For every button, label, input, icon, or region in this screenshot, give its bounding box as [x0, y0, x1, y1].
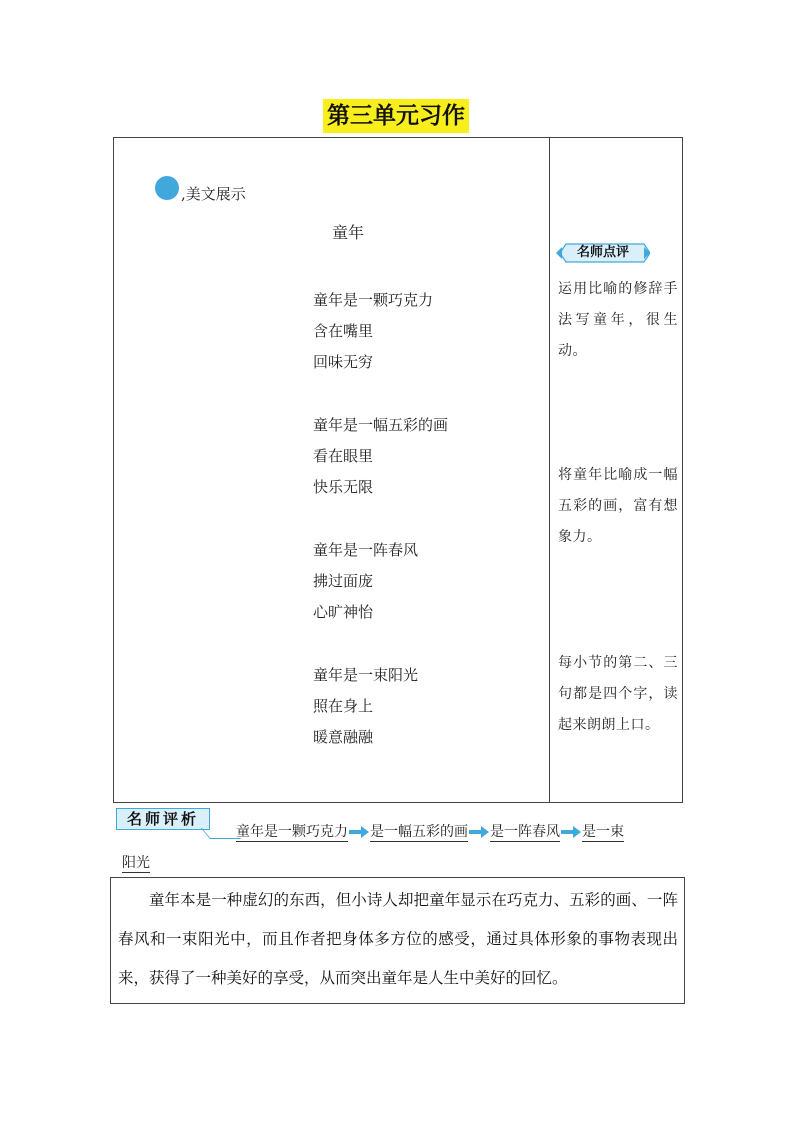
section-number-badge — [155, 176, 179, 200]
poem-title: 童年 — [332, 223, 365, 242]
poem-line: 童年是一阵春风 — [313, 541, 419, 559]
tag-underline-decoration — [201, 828, 241, 839]
flow-step: 是一束 — [582, 823, 624, 840]
poem-line: 心旷神怡 — [313, 603, 374, 621]
poem-line: 含在嘴里 — [313, 322, 374, 340]
poem-line: 童年是一颗巧克力 — [313, 291, 434, 309]
teacher-comment-tag — [556, 242, 650, 264]
arrow-right-icon — [469, 826, 489, 838]
arrow-right-icon — [561, 826, 581, 838]
teacher-comment: 每小节的第二、三句都是四个字，读起来朗朗上口。 — [558, 655, 678, 733]
teacher-analysis-tag-label: 名师评析 — [116, 808, 210, 830]
flow-step: 是一阵春风 — [490, 823, 560, 840]
teacher-analysis-tag — [116, 808, 236, 838]
poem-line: 照在身上 — [313, 697, 374, 715]
section-label — [181, 185, 246, 203]
section-label-text: 美文展示 — [185, 185, 246, 203]
flow-step: 是一幅五彩的画 — [370, 823, 468, 840]
analysis-flow — [236, 822, 624, 842]
flow-step: 童年是一颗巧克力 — [236, 823, 348, 840]
poem-line: 暖意融融 — [313, 728, 374, 746]
arrow-right-icon — [349, 826, 369, 838]
poem-line: 看在眼里 — [313, 447, 374, 465]
poem-line: 回味无穷 — [313, 353, 374, 371]
section-prefix: , — [181, 185, 186, 203]
teacher-comment-tag-label: 名师点评 — [576, 245, 629, 260]
teacher-comment: 运用比喻的修辞手法写童年，很生动。 — [558, 281, 678, 359]
poem-line: 快乐无限 — [313, 478, 374, 496]
poem-line: 拂过面庞 — [313, 572, 374, 590]
poem-line: 童年是一幅五彩的画 — [313, 416, 449, 434]
flow-step-continuation: 阳光 — [122, 855, 150, 871]
poem-line: 童年是一束阳光 — [313, 666, 419, 684]
column-divider — [549, 137, 550, 803]
analysis-summary: 童年本是一种虚幻的东西，但小诗人却把童年显示在巧克力、五彩的画、一阵春风和一束阳光中，而且作者把身体多方位的感受，通过具体形象的事物表现出来，获得了一种美好的享受，从而突出童年是人生中美好的回忆。 — [118, 891, 678, 987]
teacher-comment: 将童年比喻成一幅五彩的画，富有想象力。 — [558, 467, 678, 545]
page-title: 第三单元习作 — [323, 99, 469, 133]
